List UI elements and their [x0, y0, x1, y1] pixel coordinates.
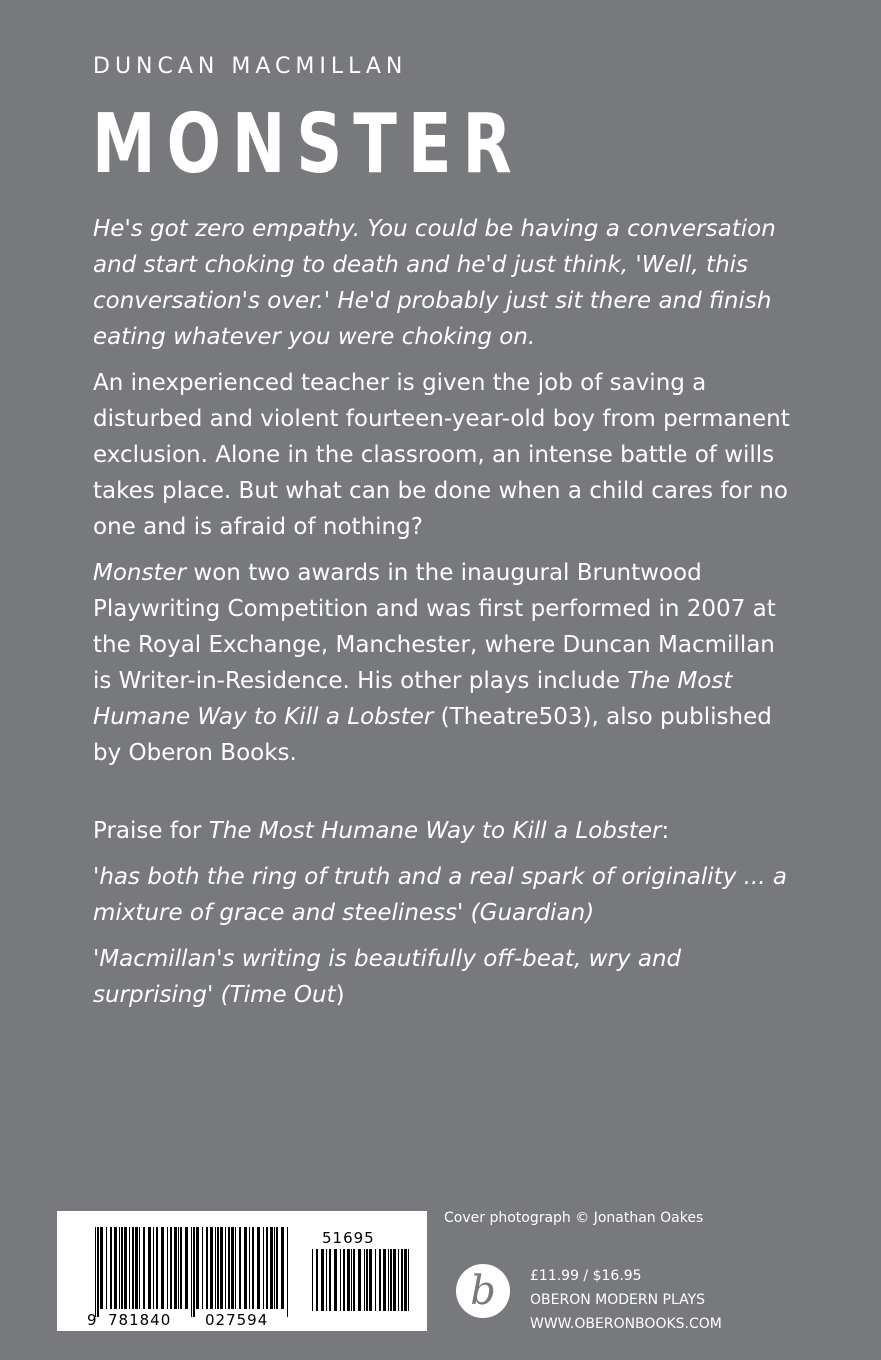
blurb	[93, 211, 798, 1023]
bio-text-2: (Theatre503), also published by Oberon Books.	[93, 704, 772, 766]
barcode-bar	[252, 1227, 254, 1309]
addon-bar	[364, 1249, 365, 1311]
barcode-graphic	[57, 1211, 427, 1331]
addon-bar	[347, 1249, 350, 1311]
isbn-prefix: 9	[87, 1311, 97, 1329]
author-bio	[93, 555, 798, 771]
addon-bar	[353, 1249, 355, 1311]
addon-bar	[316, 1249, 318, 1311]
barcode-bar	[156, 1227, 158, 1309]
barcode-bar	[202, 1227, 203, 1309]
barcode-bar	[244, 1227, 247, 1309]
addon-bar	[351, 1249, 352, 1311]
publisher-info	[530, 1264, 722, 1336]
barcode-bar	[161, 1227, 164, 1309]
barcode-bar	[143, 1227, 145, 1309]
addon-bar	[390, 1249, 392, 1311]
book-title: MONSTER	[92, 97, 523, 192]
barcode-bar	[281, 1227, 284, 1309]
barcode-bar	[167, 1227, 168, 1309]
publisher-website: WWW.OBERONBOOKS.COM	[530, 1316, 722, 1332]
barcode-bar	[257, 1227, 260, 1309]
addon-bar	[321, 1249, 324, 1311]
barcode-bar	[124, 1227, 127, 1309]
praise-colon: :	[661, 818, 670, 844]
barcode-bar	[100, 1227, 103, 1309]
barcode-bar	[220, 1227, 223, 1309]
barcode-bar	[153, 1227, 154, 1309]
synopsis: An inexperienced teacher is given the job of saving a disturbed and violent fourteen-year-old boy from permanent exclusion. Alone in the classroom, an intense battle of wills takes place. But what can be done when a child cares for no one and is afraid of nothing?	[93, 370, 790, 540]
barcode-bar	[263, 1227, 264, 1309]
addon-bar	[312, 1249, 313, 1311]
barcode-bar	[170, 1227, 172, 1309]
barcode-bar	[119, 1227, 120, 1309]
barcode-bar	[287, 1227, 288, 1317]
addon-bar	[334, 1249, 337, 1311]
barcode-bar	[185, 1227, 188, 1309]
barcode-bar	[228, 1227, 230, 1309]
barcode-bar	[174, 1227, 177, 1309]
review-time-out	[93, 941, 798, 1013]
addon-bar	[369, 1249, 372, 1311]
barcode-bar	[139, 1227, 140, 1309]
isbn-group-1: 781840	[108, 1311, 172, 1329]
barcode-bar	[196, 1227, 199, 1309]
bio-other-title: The Most Humane Way to Kill a Lobster	[93, 668, 733, 730]
barcode-bar	[249, 1227, 250, 1309]
barcode-bar	[95, 1227, 96, 1317]
addon-bar	[379, 1249, 381, 1311]
barcode-bar	[193, 1227, 195, 1317]
author-name: DUNCAN MACMILLAN	[93, 54, 408, 79]
praise-intro: Praise for	[93, 818, 209, 844]
barcode-bar	[274, 1227, 275, 1309]
barcode-bar	[106, 1227, 107, 1309]
barcode-bar	[206, 1227, 208, 1309]
barcode-bar	[135, 1227, 138, 1309]
barcode-bar	[114, 1227, 117, 1309]
addon-bar	[375, 1249, 376, 1311]
review-guardian: 'has both the ring of truth and a real spark of originality ... a mixture of grace and steeliness' (Guardian)	[93, 864, 787, 926]
barcode-bar	[191, 1227, 192, 1317]
barcode-bar	[110, 1227, 112, 1309]
barcode-addon-number: 51695	[322, 1229, 375, 1247]
addon-bar	[404, 1249, 407, 1311]
addon-bar	[343, 1249, 345, 1311]
cover-credit: Cover photograph © Jonathan Oakes	[444, 1210, 704, 1226]
addon-bar	[398, 1249, 399, 1311]
barcode-bar	[266, 1227, 268, 1309]
review-2-text: 'Macmillan's writing is beautifully off-beat, wry and surprising' (	[93, 946, 682, 1008]
barcode-bar	[129, 1227, 130, 1309]
barcode-bar	[148, 1227, 151, 1309]
barcode-panel	[57, 1211, 427, 1331]
barcode-bar	[132, 1227, 134, 1309]
barcode-bar	[276, 1227, 278, 1309]
addon-bar	[401, 1249, 403, 1311]
isbn-group-2: 027594	[205, 1311, 269, 1329]
review-2-end: )	[335, 982, 345, 1008]
barcode-bar	[215, 1227, 216, 1309]
bio-title-italic: Monster	[93, 560, 187, 586]
oberon-logo	[456, 1264, 510, 1318]
addon-bar	[326, 1249, 327, 1311]
addon-bar	[383, 1249, 386, 1311]
oberon-logo-letter: b	[470, 1268, 496, 1314]
addon-bar	[366, 1249, 368, 1311]
review-2-source: Time Out	[229, 982, 336, 1008]
barcode-bar	[121, 1227, 123, 1309]
price: £11.99 / $16.95	[530, 1268, 642, 1284]
addon-bar	[408, 1249, 409, 1311]
praise-heading	[93, 813, 798, 849]
barcode-bar	[210, 1227, 213, 1309]
addon-bar	[340, 1249, 341, 1311]
addon-bar	[358, 1249, 361, 1311]
addon-bar	[388, 1249, 389, 1311]
barcode-bar	[231, 1227, 234, 1309]
barcode-bar	[239, 1227, 241, 1309]
opening-quote: He's got zero empathy. You could be having a conversation and start choking to death and he'd just think, 'Well, this conversation's over.' He'd probably just sit there and finish eating whatever you were choking on.	[93, 216, 776, 350]
addon-bar	[329, 1249, 331, 1311]
series-name: OBERON MODERN PLAYS	[530, 1292, 706, 1308]
barcode-bar	[235, 1227, 236, 1309]
barcode-bar	[217, 1227, 219, 1309]
barcode-bar	[225, 1227, 226, 1309]
barcode-bar	[97, 1227, 99, 1317]
barcode-bar	[270, 1227, 273, 1309]
praise-title: The Most Humane Way to Kill a Lobster	[208, 818, 662, 844]
barcode-bar	[180, 1227, 182, 1309]
barcode-bar	[178, 1227, 179, 1309]
addon-bar	[393, 1249, 396, 1311]
bio-text-1: won two awards in the inaugural Bruntwood Playwriting Competition and was first performed in 2007 at the Royal Exchange, Manchester, where Duncan Macmillan is Writer-in-Residence. His other plays include	[93, 560, 776, 694]
